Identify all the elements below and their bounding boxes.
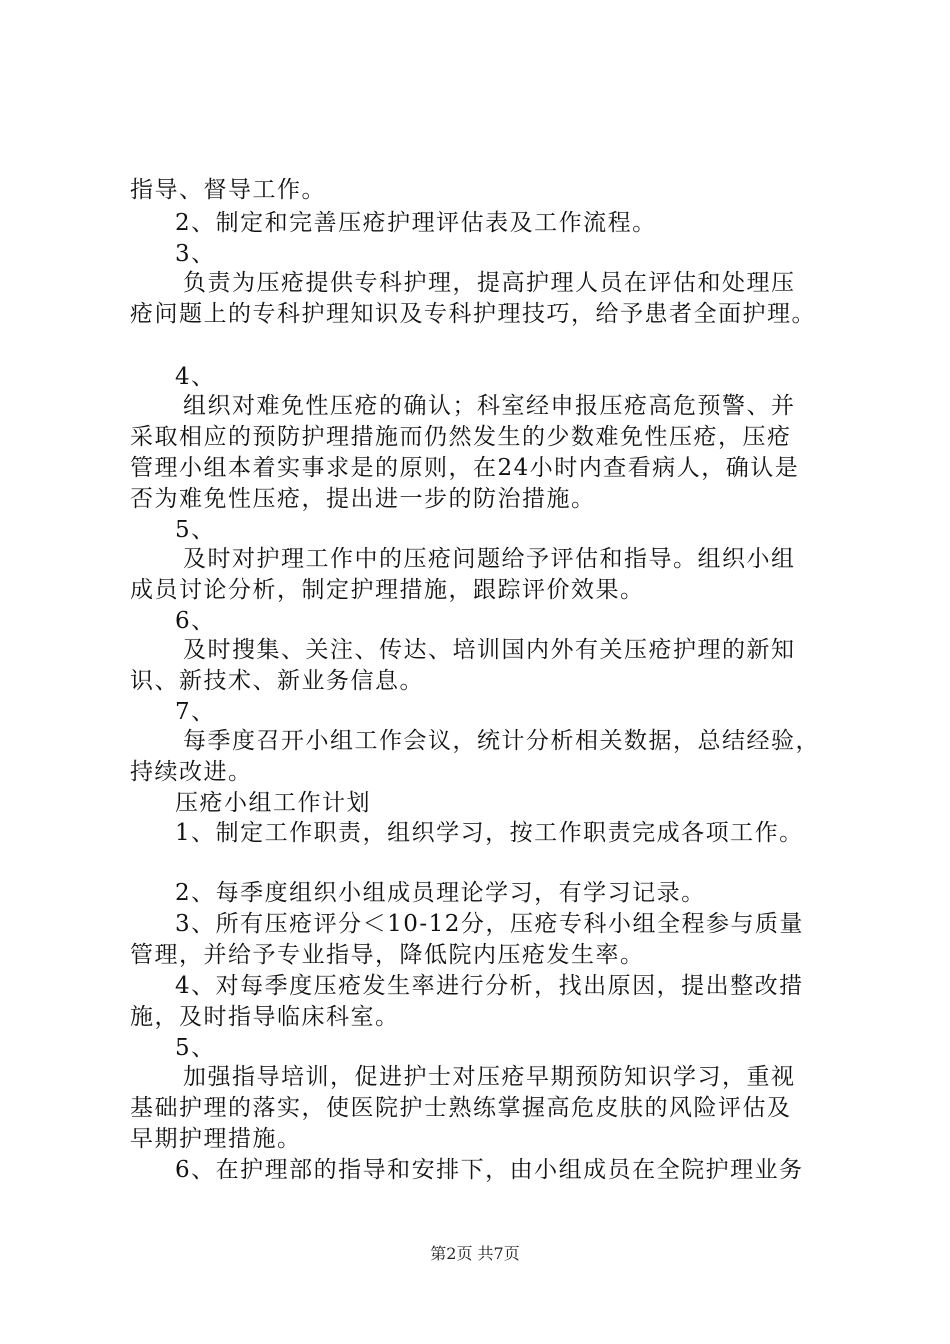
- text-line: 3、所有压疮评分＜10-12分，压疮专科小组全程参与质量: [175, 911, 804, 937]
- text-line: 疮问题上的专科护理知识及专科护理技巧，给予患者全面护理。: [130, 301, 816, 327]
- section-heading: 压疮小组工作计划: [175, 790, 371, 816]
- text-line: 1、制定工作职责，组织学习，按工作职责完成各项工作。: [175, 820, 804, 846]
- text-line: 7、: [175, 699, 216, 725]
- text-line: 每季度召开小组工作会议，统计分析相关数据，总结经验，: [183, 728, 820, 754]
- text-line: 6、: [175, 608, 216, 634]
- text-line: 6、在护理部的指导和安排下，由小组成员在全院护理业务: [175, 1157, 804, 1183]
- text-line: 负责为压疮提供专科护理，提高护理人员在评估和处理压: [183, 270, 796, 296]
- text-line: 管理小组本着实事求是的原则，在24小时内查看病人，确认是: [130, 455, 800, 481]
- text-line: 5、: [175, 517, 216, 543]
- text-line: 4、: [175, 364, 216, 390]
- text-line: 成员讨论分析，制定护理措施，跟踪评价效果。: [130, 577, 645, 603]
- text-line: 否为难免性压疮，提出进一步的防治措施。: [130, 486, 596, 512]
- text-line: 基础护理的落实，使医院护士熟练掌握高危皮肤的风险评估及: [130, 1095, 792, 1121]
- text-line: 5、: [175, 1035, 216, 1061]
- text-line: 4、对每季度压疮发生率进行分析，找出原因，提出整改措: [175, 973, 804, 999]
- text-line: 加强指导培训，促进护士对压疮早期预防知识学习，重视: [183, 1064, 796, 1090]
- page-footer: 第2页 共7页: [430, 1244, 520, 1263]
- text-line: 3、: [175, 241, 216, 267]
- text-line: 指导、督导工作。: [130, 177, 326, 203]
- text-line: 持续改进。: [130, 759, 253, 785]
- text-line: 识、新技术、新业务信息。: [130, 668, 424, 694]
- text-line: 采取相应的预防护理措施而仍然发生的少数难免性压疮，压疮: [130, 424, 792, 450]
- text-line: 及时搜集、关注、传达、培训国内外有关压疮护理的新知: [183, 637, 796, 663]
- text-line: 及时对护理工作中的压疮问题给予评估和指导。组织小组: [183, 546, 796, 572]
- text-line: 早期护理措施。: [130, 1126, 302, 1152]
- text-line: 2、每季度组织小组成员理论学习，有学习记录。: [175, 880, 706, 906]
- text-line: 2、制定和完善压疮护理评估表及工作流程。: [175, 210, 657, 236]
- text-line: 组织对难免性压疮的确认；科室经申报压疮高危预警、并: [183, 393, 796, 419]
- text-line: 施，及时指导临床科室。: [130, 1004, 400, 1030]
- text-line: 管理，并给予专业指导，降低院内压疮发生率。: [130, 942, 645, 968]
